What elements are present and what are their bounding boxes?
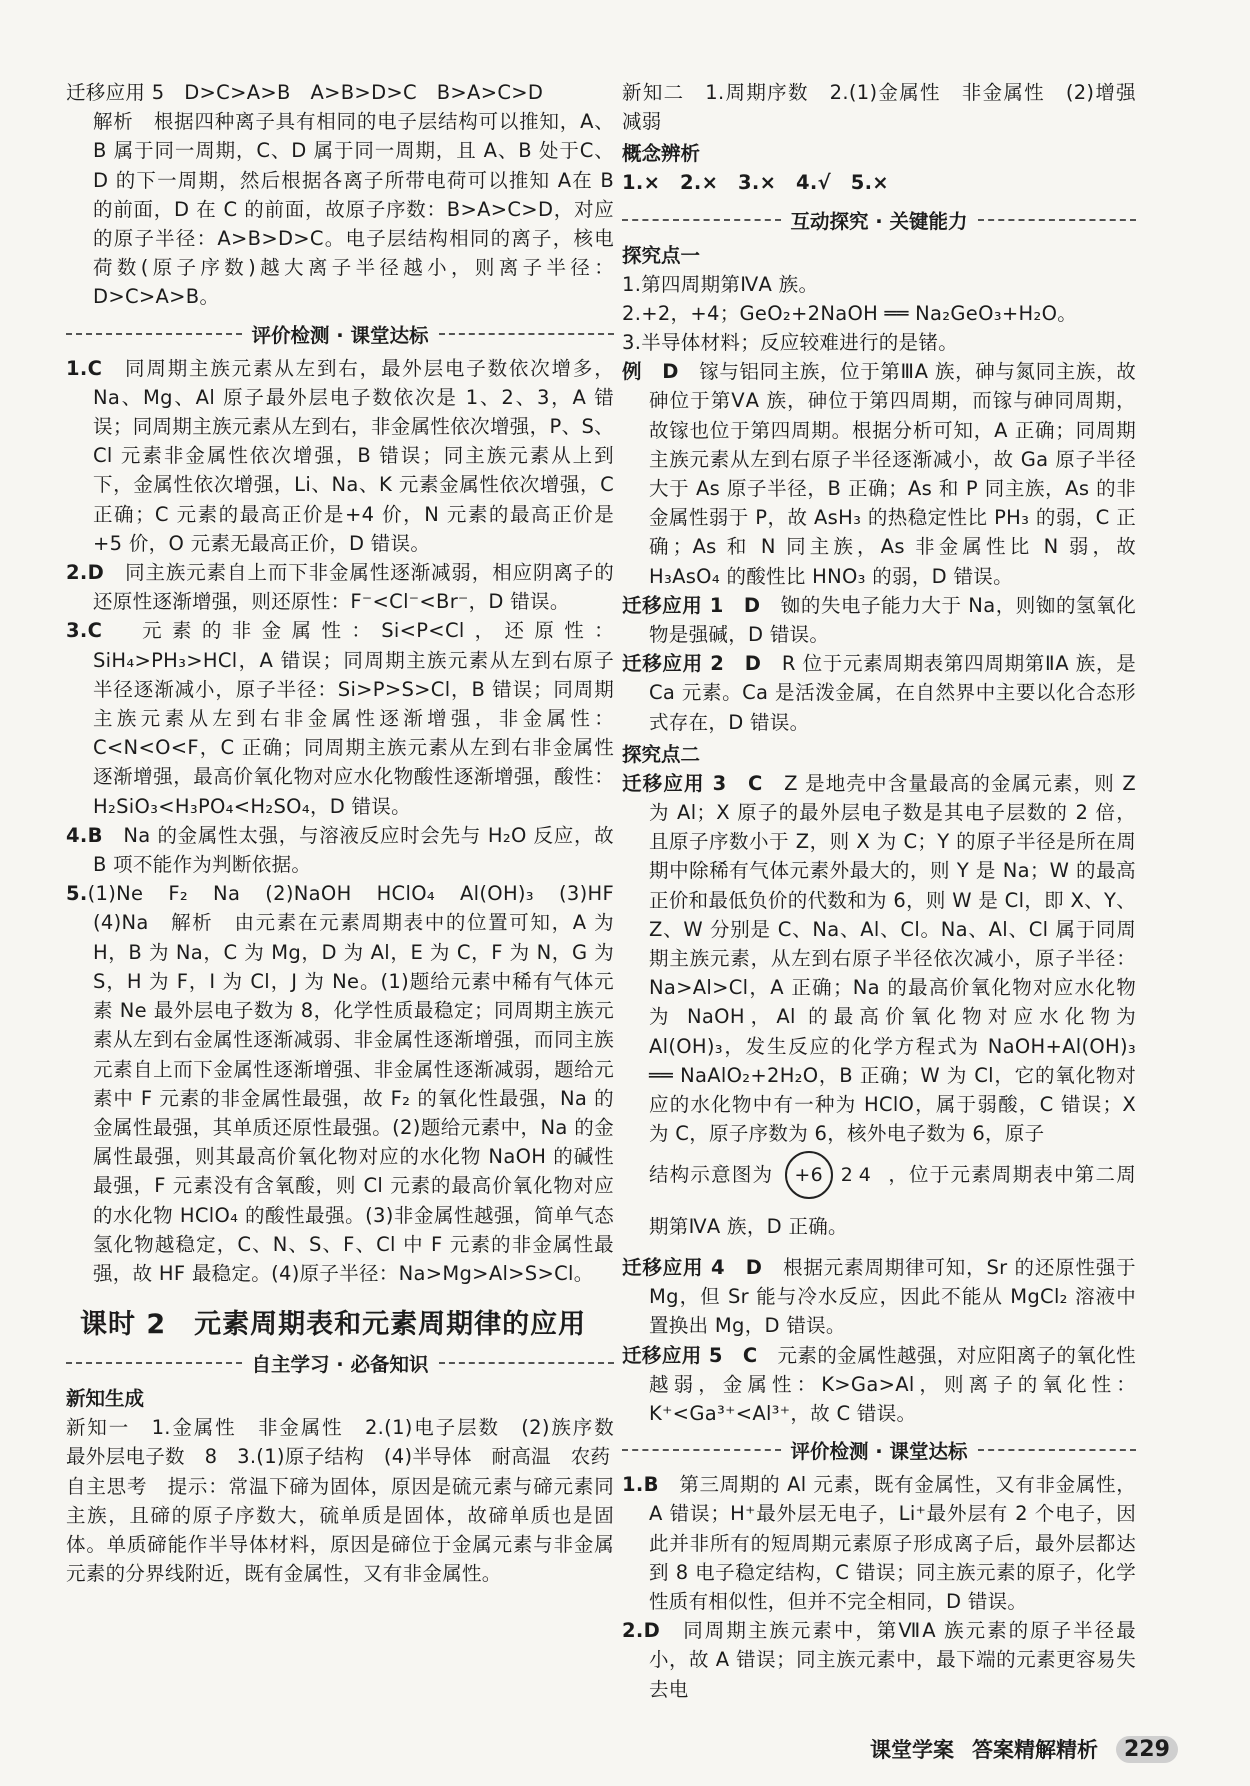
eval-item-3: 3.C 元素的非金属性：Si<P<Cl，还原性：SiH₄>PH₃>HCl，A 错误；同周期主族元素从左到右原子半径逐渐减小，原子半径：Si>P>S>Cl，B 错误；同周期主族元素从左到右非金属性逐渐增强，非金属性：C<N<O<F，C 正确；同周期主族元素从左到右非金属性逐渐增强，最高价氧化物对应水化物酸性逐渐增强，酸性：H₂SiO₃<H₃PO₄<H₂SO₄，D 错误。 — [66, 619, 614, 818]
transfer-2: 迁移应用 2 D R 位于元素周期表第四周期第ⅡA 族，是 Ca 元素。Ca 是活泼金属，在自然界中主要以化合态形式存在，D 错误。 — [622, 652, 1136, 734]
self-think: 自主思考 提示：常温下碲为固体，原因是硫元素与碲元素同主族，且碲的原子序数大，硫单质是固体，故碲单质也是固体。单质碲能作半导体材料，原因是碲位于金属元素与非金属元素的分界线附近，既有金属性，又有非金属性。 — [66, 1474, 614, 1586]
transfer-3: 迁移应用 3 C Z 是地壳中含量最高的金属元素，则 Z 为 Al；X 原子的最外层电子数是其电子层数的 2 倍，且原子序数小于 Z，则 X 为 C；Y 的原子半径是所在周期中除稀有气体元素外最大的，则 Y 是 Na；W 的最高正价和最低负价的代数和为 6，则 W 是 Cl，即 X、Y、Z、W 分别是 C、Na、Al、Cl。Na、Al、Cl 属于同周期主族元素，从左到右原子半径依次减小，原子半径：Na>Al>Cl，A 正确；Na 的最高价氧化物对应水化物为 NaOH，Al 的最高价氧化物对应水化物为 Al(OH)₃，发生反应的化学方程式为 NaOH+Al(OH)₃ ══ NaAlO₂+2H₂O，B 正确；W 为 Cl，它的氧化物对应的水化物中有一种为 HClO，属于弱酸，C 错误；X 为 C，原子序数为 6，核外电子数为 6，原子 — [622, 771, 1136, 1146]
section-title-self-study: 自主学习 · 必备知识 — [66, 1349, 614, 1377]
eval-item-1: 1.C 同周期主族元素从左到右，最外层电子数依次增多，Na、Mg、Al 原子最外层电子数依次是 1、2、3，A 错误；同周期主族元素从左到右，非金属性依次增强，P、S、Cl 元素非金属性依次增强，B 错误；同主族元素从上到下，金属性依次增强，Li、Na、K 元素金属性依次增强，C 正确；C 元素的最高正价是+4 价，N 元素的最高正价是+5 价，O 元素无最高正价，D 错误。 — [66, 356, 614, 555]
nucleus: +6 — [785, 1151, 833, 1199]
divider — [66, 1362, 242, 1364]
divider — [622, 219, 781, 221]
divider — [978, 219, 1137, 221]
new-knowledge-1: 新知一 1.金属性 非金属性 2.(1)电子层数 (2)族序数 最外层电子数 8 3.(1)原子结构 (4)半导体 耐高温 农药 — [66, 1416, 634, 1469]
transfer-5-answer: 迁移应用 5 D>C>A>B A>B>D>C B>A>C>D — [66, 81, 544, 104]
eval-item-2: 2.D 同主族元素自上而下非金属性逐渐减弱，相应阴离子的还原性逐渐增强，则还原性：F⁻<Cl⁻<Br⁻，D 错误。 — [66, 561, 614, 614]
eval2-item-2: 2.D 同周期主族元素中，第ⅦA 族元素的原子半径最小，故 A 错误；同主族元素中，最下端的元素更容易失去电 — [622, 1619, 1136, 1701]
concept-answers: 1.× 2.× 3.× 4.√ 5.× — [622, 171, 889, 195]
new-knowledge-2: 新知二 1.周期序数 2.(1)金属性 非金属性 (2)增强 减弱 — [622, 81, 1156, 134]
explore-1-heading: 探究点一 — [622, 243, 701, 267]
divider — [622, 1449, 781, 1451]
atomic-structure-diagram — [785, 1149, 877, 1201]
explore-1-line-2: 2.+2，+4；GeO₂+2NaOH ══ Na₂GeO₃+H₂O。 — [622, 301, 1078, 325]
transfer-4: 迁移应用 4 D 根据元素周期律可知，Sr 的还原性强于 Mg，但 Sr 能与冷水反应，因此不能从 MgCl₂ 溶液中置换出 Mg，D 错误。 — [622, 1256, 1136, 1338]
divider — [439, 1362, 615, 1364]
footer-section: 答案精解精析 — [972, 1738, 1098, 1762]
page-footer — [870, 1734, 1178, 1764]
electron-shells: 24 — [840, 1164, 877, 1186]
eval-item-4: 4.B Na 的金属性太强，与溶液反应时会先与 H₂O 反应，故 B 项不能作为判断依据。 — [66, 823, 614, 877]
eval2-item-1: 1.B 第三周期的 Al 元素，既有金属性，又有非金属性，A 错误；H⁺最外层无电子，Li⁺最外层有 2 个电子，因此并非所有的短周期元素原子形成离子后，最外层都达到 8 电子稳定结构，C 错误；同主族元素的原子，化学性质有相似性，但并不完全相同，D 错误。 — [622, 1473, 1136, 1614]
transfer-5-analysis: 解析 根据四种离子具有相同的电子层结构可以推知，A、B 属于同一周期，C、D 属于同一周期，且 A、B 处于C、D 的下一周期，然后根据各离子所带电荷可以推知 A在 B 的前面，D 在 C 的前面，故原子序数：B>A>C>D，对应的原子半径：A>B>D>C。电子层结构相同的离子，核电荷数(原子序数)越大离子半径越小，则离子半径：D>C>A>B。 — [93, 110, 614, 309]
section-title-eval-2: 评价检测 · 课堂达标 — [622, 1436, 1136, 1464]
explore-1-line-1: 1.第四周期第ⅣA 族。 — [622, 272, 819, 296]
lesson-title: 课时 2 元素周期表和元素周期律的应用 — [80, 1309, 587, 1341]
transfer-1: 迁移应用 1 D 铷的失电子能力大于 Na，则铷的氢氧化物是强碱，D 错误。 — [622, 593, 1137, 647]
example: 例 D 镓与铝同主族，位于第ⅢA 族，砷与氮同主族，故砷位于第ⅤA 族，砷位于第四周期，而镓与砷同周期，故镓也位于第四周期。根据分析可知，A 正确；同周期主族元素从左到右原子半径逐渐减小，故 Ga 原子半径大于 As 原子半径，B 正确；As 和 P 同主族，As 的非金属性弱于 P，故 AsH₃ 的热稳定性比 PH₃ 的弱，C 正确；As 和 N 同主族，As 非金属性比 N 弱，故 H₃AsO₄ 的酸性比 HNO₃ 的弱，D 错误。 — [622, 360, 1136, 588]
section-title-eval: 评价检测 · 课堂达标 — [66, 320, 614, 348]
structure-line: 结构示意图为 +6 24 ，位于元素周期表中第二周期第ⅣA 族，D 正确。 — [622, 1149, 1136, 1254]
left-column — [66, 78, 634, 1588]
footer-book: 课堂学案 — [870, 1738, 954, 1762]
transfer-5: 迁移应用 5 C 元素的金属性越强，对应阳离子的氧化性越弱，金属性：K>Ga>Al，则离子的氧化性：K⁺<Ga³⁺<Al³⁺，故 C 错误。 — [622, 1343, 1136, 1426]
right-column — [622, 78, 1156, 1704]
divider — [978, 1449, 1137, 1451]
explore-1-line-3: 3.半导体材料；反应较难进行的是锗。 — [622, 331, 959, 355]
eval-item-5: 5.(1)Ne F₂ Na (2)NaOH HClO₄ Al(OH)₃ (3)HF (4)Na 解析 由元素在元素周期表中的位置可知，A 为 H，B 为 Na，C 为 Mg，D 为 Al，E 为 C，F 为 N，G 为 S，H 为 F，I 为 Cl，J 为 Ne。(1)题给元素中稀有气体元素 Ne 最外层电子数为 8，化学性质最稳定；同周期主族元素从左到右金属性逐渐减弱、非金属性逐渐增强，而同主族元素自上而下金属性逐渐增强、非金属性逐渐减弱，题给元素中 F 元素的非金属性最强，故 F₂ 的氧化性最强，Na 的金属性最强，其单质还原性最强。(2)题给元素中，Na 的金属性最强，则其最高价氧化物对应的水化物 NaOH 的碱性最强，F 元素没有含氧酸，则 Cl 元素的最高价氧化物对应的水化物 HClO₄ 的酸性最强。(3)非金属性越强，简单气态氢化物越稳定，C、N、S、F、Cl 中 F 元素的非金属性最强，故 HF 最稳定。(4)原子半径：Na>Mg>Al>S>Cl。 — [66, 882, 634, 1285]
new-knowledge-heading: 新知生成 — [66, 1387, 145, 1411]
section-title-explore: 互动探究 · 关键能力 — [622, 206, 1136, 234]
page-number: 229 — [1116, 1736, 1178, 1763]
divider — [439, 333, 615, 335]
concept-heading: 概念辨析 — [622, 142, 701, 166]
explore-2-heading: 探究点二 — [622, 742, 701, 766]
divider — [66, 333, 242, 335]
